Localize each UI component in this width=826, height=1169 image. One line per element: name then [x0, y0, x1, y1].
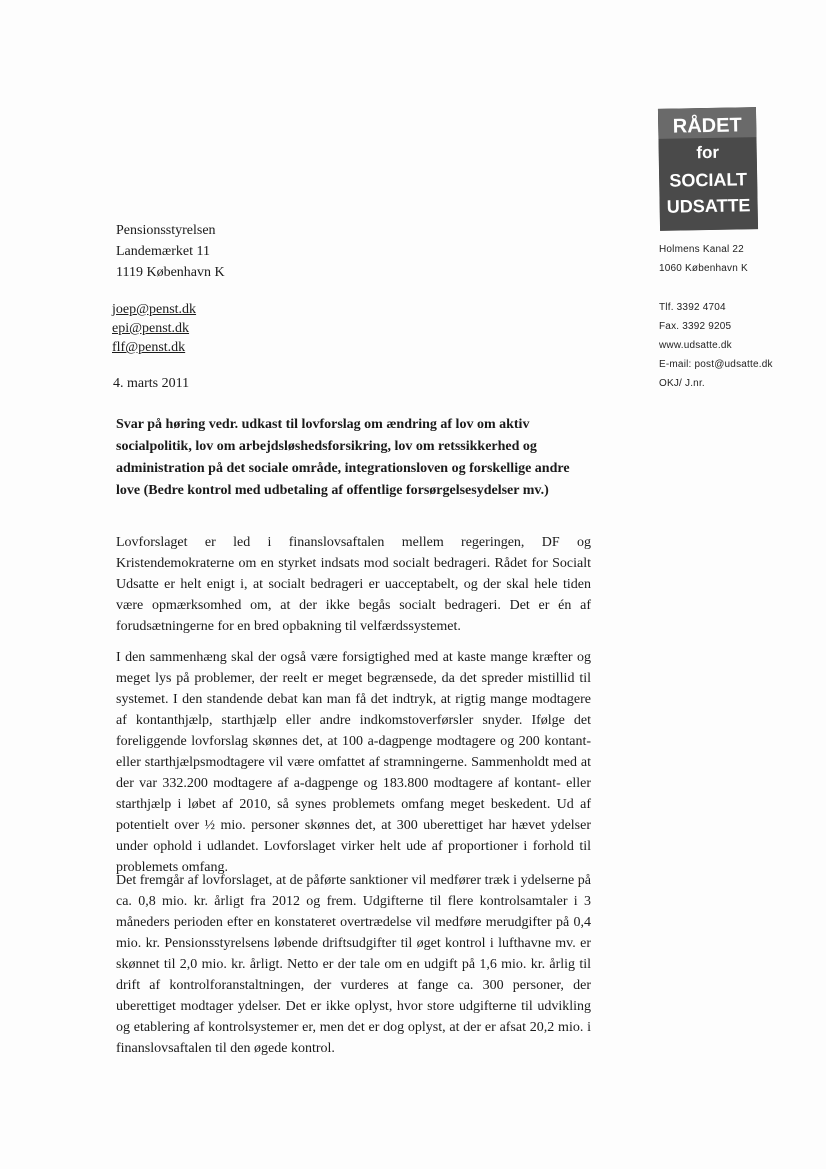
email-link[interactable]: joep@penst.dk: [112, 302, 197, 317]
email-link[interactable]: epi@penst.dk: [112, 321, 190, 336]
recipient-name: Pensionsstyrelsen: [116, 223, 216, 238]
sender-fax: Fax. 3392 9205: [659, 321, 732, 332]
sender-address: [659, 240, 748, 278]
sender-website[interactable]: www.udsatte.dk: [659, 340, 732, 351]
recipient-city: 1119 København K: [116, 265, 225, 280]
logo-graphic: [658, 107, 758, 231]
body-paragraph-1: Lovforslaget er led i finanslovsaftalen mellem regeringen, DF og Kristendemokraterne om en styrket indsats mod socialt bedrageri. Rådet for Socialt Udsatte er helt enigt i, at socialt bedrageri er uacceptabelt, og der skal hele tiden være opmærksomhed om, at der ikke begås socialt bedrageri. Det er én af forudsætningerne for en bred opbakning til velfærdssystemet.: [116, 535, 591, 634]
recipient-street: Landemærket 11: [116, 244, 210, 259]
logo-line-4: UDSATTE: [666, 195, 751, 217]
sender-city: 1060 København K: [659, 263, 748, 274]
sender-email[interactable]: E-mail: post@udsatte.dk: [659, 359, 773, 370]
sender-contact: [659, 298, 773, 393]
email-link[interactable]: flf@penst.dk: [112, 340, 186, 355]
logo-line-2: for: [696, 142, 720, 163]
letter-date: 4. marts 2011: [113, 376, 190, 391]
logo-line-3: SOCIALT: [669, 169, 748, 191]
reference-number: OKJ/ J.nr.: [659, 378, 705, 389]
body-paragraph-2: I den sammenhæng skal der også være forsigtighed med at kaste mange kræfter og meget lys på problemer, der reelt er meget begrænsede, da det spreder mistillid til systemet. I den standende debat kan man få det indtryk, at rigtig mange modtagere af kontanthjælp, starthjælp eller andre indkomstoverførsler snyder. Ifølge det foreliggende lovforslag skønnes det, at 100 a-dagpenge modtagere og 200 kontant- eller starthjælpsmodtagere vil være omfattet af stramningerne. Sammenholdt med at der var 332.200 modtagere af a-dagpenge og 183.800 modtagere af kontant- eller starthjælp i løbet af 2010, så synes problemets omfang meget beskedent. Ud af potentielt over ½ mio. personer skønnes det, at 300 uberettiget har hævet ydelser under ophold i udlandet. Lovforslaget virker helt ude af proportioner i forhold til problemets omfang.: [116, 650, 591, 875]
recipient-address: [116, 220, 225, 283]
letter-subject: Svar på høring vedr. udkast til lovforslag om ændring af lov om aktiv socialpolitik, lov om arbejdsløshedsforsikring, lov om retssikkerhed og administration på det sociale område, integrationsloven og forskellige andre love (Bedre kontrol med udbetaling af offentlige forsørgelsesydelser mv.): [116, 417, 570, 498]
organization-logo: [658, 107, 758, 231]
sender-phone: Tlf. 3392 4704: [659, 302, 726, 313]
logo-line-1: RÅDET: [672, 114, 742, 138]
recipient-emails: [112, 300, 196, 357]
sender-street: Holmens Kanal 22: [659, 244, 744, 255]
body-paragraph-3: Det fremgår af lovforslaget, at de påførte sanktioner vil medfører træk i ydelserne på ca. 0,8 mio. kr. årligt fra 2012 og frem. Udgifterne til flere kontrolsamtaler i 3 måneders perioden efter en konstateret overtrædelse vil medføre merudgifter på 0,4 mio. kr. Pensionsstyrelsens løbende driftsudgifter til øget kontrol i lufthavne mv. er skønnet til 2,0 mio. kr. årligt. Netto er der tale om en udgift på 1,6 mio. kr. årlig til drift af kontrolforanstaltningen, der vurderes at fange ca. 300 personer, der uberettiget modtager ydelser. Det er ikke oplyst, hvor store udgifterne til udvikling og etablering af kontrolsystemer er, men det er dog oplyst, at der er afsat 20,2 mio. i finanslovsaftalen til den øgede kontrol.: [116, 873, 591, 1056]
